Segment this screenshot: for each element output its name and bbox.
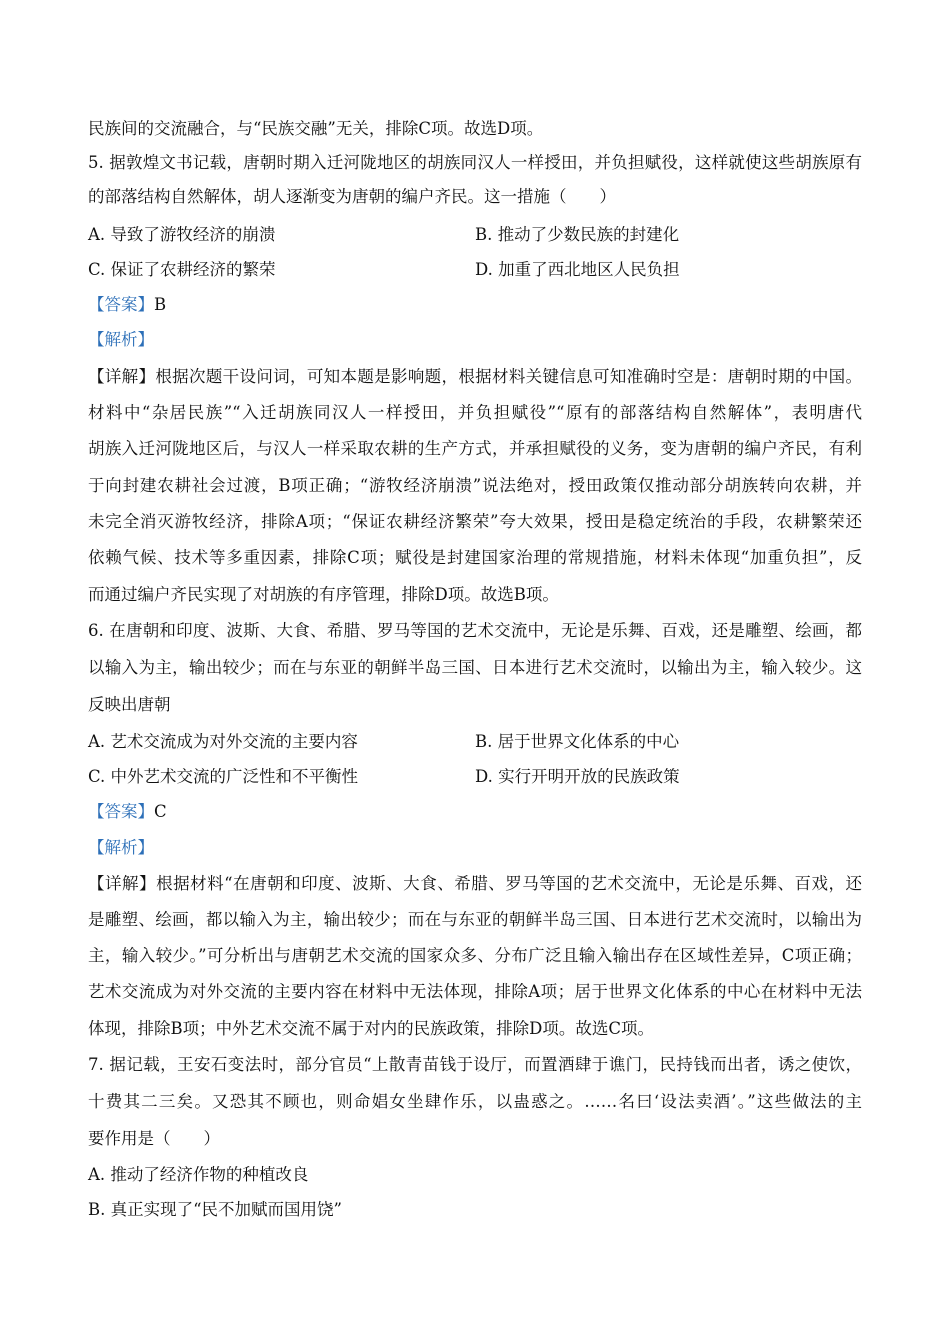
q7-option-a: A. 推动了经济作物的种植改良 <box>88 1165 309 1184</box>
q5-option-a: A. 导致了游牧经济的崩溃 <box>88 225 276 244</box>
q5-detail-line-2: 材料中“杂居民族”“入迁胡族同汉人一样授田，并负担赋役”“原有的部落结构自然解体”，表明唐代 <box>88 403 862 422</box>
q6-stem-line-1: 6. 在唐朝和印度、波斯、大食、希腊、罗马等国的艺术交流中，无论是乐舞、百戏，还是雕塑、绘画，都 <box>88 621 862 640</box>
q4-analysis-tail: 民族间的交流融合，与“民族交融”无关，排除C项。故选D项。 <box>88 119 544 138</box>
q5-option-b: B. 推动了少数民族的封建化 <box>475 225 680 244</box>
q5-detail-line-6: 依赖气候、技术等多重因素，排除C项；赋役是封建国家治理的常规措施，材料未体现“加重负担”，反 <box>88 548 862 567</box>
q5-detail-line-5: 未完全消灭游牧经济，排除A项；“保证农耕经济繁荣”夸大效果，授田是稳定统治的手段，农耕繁荣还 <box>88 512 862 531</box>
q6-option-b: B. 居于世界文化体系的中心 <box>475 732 680 751</box>
q7-stem-line-3: 要作用是（ ） <box>88 1129 220 1148</box>
q6-detail-line-4: 艺术交流成为对外交流的主要内容在材料中无法体现，排除A项；居于世界文化体系的中心在材料中无法 <box>88 982 862 1001</box>
q6-option-d: D. 实行开明开放的民族政策 <box>475 767 680 786</box>
q5-answer <box>88 294 862 316</box>
q6-stem-line-2: 以输入为主，输出较少；而在与东亚的朝鲜半岛三国、日本进行艺术交流时，以输出为主，输入较少。这 <box>88 658 862 677</box>
q7-option-b: B. 真正实现了“民不加赋而国用饶” <box>88 1200 342 1219</box>
q6-answer-value: C <box>154 802 167 821</box>
answer-label: 【答案】 <box>88 295 154 314</box>
q5-option-d: D. 加重了西北地区人民负担 <box>475 260 680 279</box>
detail-label: 【详解】 <box>88 367 156 386</box>
q5-detail-line-7: 而通过编户齐民实现了对胡族的有序管理，排除D项。故选B项。 <box>88 585 559 604</box>
answer-label: 【答案】 <box>88 802 154 821</box>
q7-stem-line-2: 十费其二三矣。又恐其不顾也，则命娼女坐肆作乐，以蛊惑之。……名曰‘设法卖酒’。”这些做法的主 <box>88 1092 862 1111</box>
q5-analysis-label: 【解析】 <box>88 330 154 349</box>
q6-detail-line-3: 主，输入较少。”可分析出与唐朝艺术交流的国家众多、分布广泛且输入输出存在区域性差异，C项正确； <box>88 946 862 965</box>
q6-detail-line-1: 【详解】根据材料“在唐朝和印度、波斯、大食、希腊、罗马等国的艺术交流中，无论是乐舞、百戏，还 <box>88 874 863 893</box>
q6-detail-line-2: 是雕塑、绘画，都以输入为主，输出较少；而在与东亚的朝鲜半岛三国、日本进行艺术交流时，以输出为 <box>88 910 862 929</box>
q5-detail-line-1: 【详解】根据次题干设问词，可知本题是影响题，根据材料关键信息可知准确时空是：唐朝时期的中国。 <box>88 367 863 386</box>
q5-detail-line-4: 于向封建农耕社会过渡，B项正确；“游牧经济崩溃”说法绝对，授田政策仅推动部分胡族转向农耕，并 <box>88 476 862 495</box>
q6-option-c: C. 中外艺术交流的广泛性和不平衡性 <box>88 767 359 786</box>
q5-stem-line-2: 的部落结构自然解体，胡人逐渐变为唐朝的编户齐民。这一措施（ ） <box>88 187 616 206</box>
q7-stem-line-1: 7. 据记载，王安石变法时，部分官员“上散青苗钱于设厅，而置酒肆于谯门，民持钱而出者，诱之使饮， <box>88 1055 862 1074</box>
q6-analysis-label: 【解析】 <box>88 838 154 857</box>
q5-option-c: C. 保证了农耕经济的繁荣 <box>88 260 276 279</box>
q6-answer <box>88 801 862 823</box>
q5-stem-line-1: 5. 据敦煌文书记载，唐朝时期入迁河陇地区的胡族同汉人一样授田，并负担赋役，这样就使这些胡族原有 <box>88 153 862 172</box>
q6-detail-line-5: 体现，排除B项；中外艺术交流不属于对内的民族政策，排除D项。故选C项。 <box>88 1019 654 1038</box>
q5-detail-line-3: 胡族入迁河陇地区后，与汉人一样采取农耕的生产方式，并承担赋役的义务，变为唐朝的编户齐民，有利 <box>88 439 862 458</box>
q5-answer-value: B <box>154 295 167 314</box>
q6-stem-line-3: 反映出唐朝 <box>88 695 171 714</box>
detail-label: 【详解】 <box>88 874 157 893</box>
q6-option-a: A. 艺术交流成为对外交流的主要内容 <box>88 732 358 751</box>
